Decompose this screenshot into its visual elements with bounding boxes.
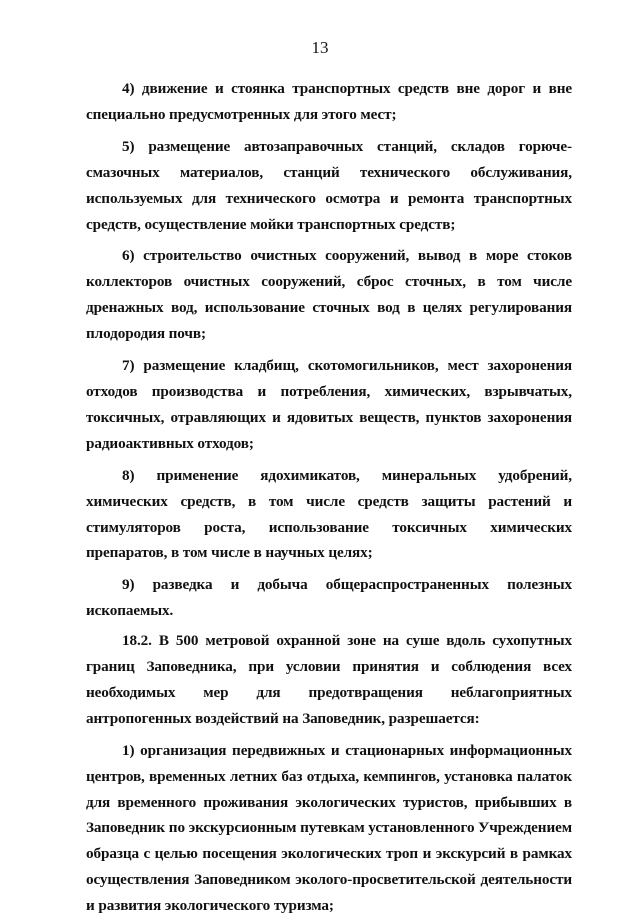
- paragraph-section-18-2: 18.2. В 500 метровой охранной зоне на суше вдоль сухопутных границ Заповедника, при условии принятия и соблюдения всех необходимых мер для предотвращения неблагоприятных антропогенных воздействий на Заповедник, разрешается:: [86, 632, 572, 727]
- paragraph-item-9: 9) разведка и добыча общераспространенных полезных ископаемых.: [86, 576, 572, 620]
- paragraph-item-7: 7) размещение кладбищ, скотомогильников, мест захоронения отходов производства и потребления, химических, взрывчатых, токсичных, отравляющих и ядовитых веществ, пунктов захоронения радиоактивных отходов;: [86, 357, 572, 452]
- paragraph-item-5: 5) размещение автозаправочных станций, складов горюче-смазочных материалов, станций технического обслуживания, используемых для технического осмотра и ремонта транспортных средств, осуществление мойки транспортных средств;: [86, 137, 572, 233]
- paragraph-item-6: 6) строительство очистных сооружений, вывод в море стоков коллекторов очистных сооружений, сброс сточных, в том числе дренажных вод, использование сточных вод в целях регулирования плодородия почв;: [86, 247, 572, 343]
- paragraph-item-4: 4) движение и стоянка транспортных средств вне дорог и вне специально предусмотренных для этого мест;: [86, 80, 572, 123]
- page-number: 13: [311, 38, 329, 57]
- paragraph-permitted-item-1: 1) организация передвижных и стационарных информационных центров, временных летних баз отдыха, кемпингов, установка палаток для временного проживания экологических туристов, прибывших в Заповедник по экскурсионным путевкам установленного Учреждением образца с целью посещения экологических троп и экскурсий в рамках осуществления Заповедником эколого-просветительской деятельности и развития экологического туризма;: [86, 741, 572, 915]
- document-body: [86, 76, 572, 919]
- paragraph-item-8: 8) применение ядохимикатов, минеральных удобрений, химических средств, в том числе средств защиты растений и стимуляторов роста, использование токсичных химических препаратов, в том числе в научных целях;: [86, 466, 572, 562]
